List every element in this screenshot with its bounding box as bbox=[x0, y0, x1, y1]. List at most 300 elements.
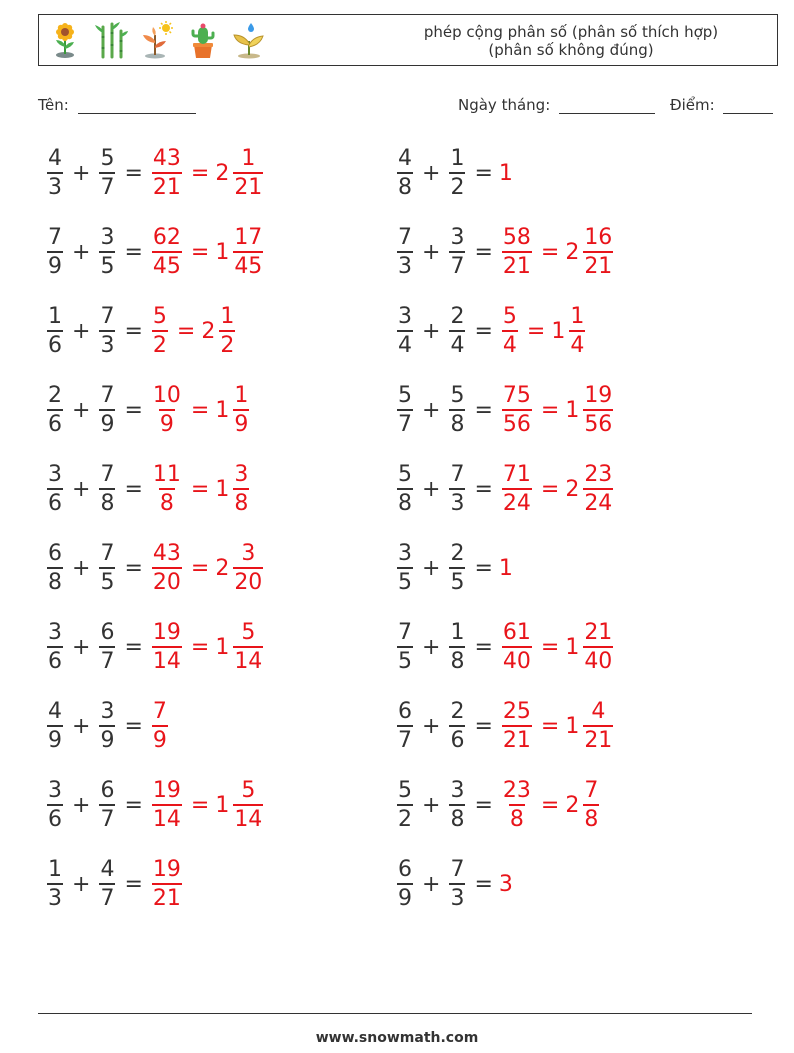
answer-equals-sign: = bbox=[540, 792, 560, 818]
problem-9 bbox=[44, 461, 252, 517]
numerator: 62 bbox=[152, 224, 181, 250]
numerator: 3 bbox=[398, 540, 412, 566]
denominator: 8 bbox=[397, 488, 413, 515]
plus-sign: + bbox=[72, 397, 91, 423]
numerator: 5 bbox=[398, 382, 412, 408]
answer-fraction bbox=[152, 461, 182, 516]
numerator: 19 bbox=[584, 382, 613, 408]
numerator: 21 bbox=[584, 619, 613, 645]
numerator: 5 bbox=[152, 303, 167, 329]
denominator: 8 bbox=[509, 804, 525, 831]
answer-equals-sign: = bbox=[540, 713, 560, 739]
answer-equals-sign: = bbox=[540, 476, 560, 502]
denominator: 21 bbox=[152, 883, 182, 910]
numerator: 43 bbox=[152, 540, 181, 566]
plus-sign: + bbox=[422, 871, 441, 897]
equals-sign: = bbox=[124, 555, 143, 581]
fraction bbox=[449, 619, 465, 674]
problem-15 bbox=[44, 698, 171, 754]
denominator: 7 bbox=[99, 804, 115, 831]
denominator: 7 bbox=[397, 409, 413, 436]
denominator: 21 bbox=[233, 172, 263, 199]
answer-fraction bbox=[233, 540, 263, 595]
numerator: 3 bbox=[48, 461, 62, 487]
denominator: 8 bbox=[449, 409, 465, 436]
denominator: 9 bbox=[152, 725, 168, 752]
fraction bbox=[397, 777, 413, 832]
denominator: 14 bbox=[233, 646, 263, 673]
problem-8 bbox=[394, 382, 616, 438]
fraction bbox=[99, 698, 115, 753]
denominator: 4 bbox=[449, 330, 465, 357]
answer-whole: 1 bbox=[498, 555, 513, 581]
equals-sign: = bbox=[474, 792, 493, 818]
problem-4 bbox=[394, 224, 616, 280]
fraction bbox=[47, 303, 63, 358]
answer-fraction bbox=[152, 540, 182, 595]
equals-sign: = bbox=[124, 397, 143, 423]
denominator: 21 bbox=[583, 251, 613, 278]
numerator: 3 bbox=[234, 461, 249, 487]
numerator: 6 bbox=[398, 856, 412, 882]
answer-fraction bbox=[219, 303, 235, 358]
numerator: 5 bbox=[241, 619, 256, 645]
numerator: 6 bbox=[100, 777, 115, 803]
plus-sign: + bbox=[72, 318, 91, 344]
numerator: 4 bbox=[591, 698, 606, 724]
date-label: Ngày tháng: bbox=[458, 96, 551, 114]
answer-fraction bbox=[152, 145, 182, 200]
denominator: 14 bbox=[233, 804, 263, 831]
numerator: 1 bbox=[241, 145, 256, 171]
fraction bbox=[47, 382, 63, 437]
worksheet-title bbox=[401, 23, 741, 59]
fraction bbox=[47, 461, 63, 516]
numerator: 3 bbox=[100, 224, 115, 250]
denominator: 9 bbox=[47, 251, 63, 278]
fraction bbox=[397, 224, 413, 279]
numerator: 5 bbox=[502, 303, 517, 329]
fraction bbox=[99, 619, 115, 674]
denominator: 3 bbox=[449, 488, 465, 515]
score-blank[interactable] bbox=[723, 99, 773, 114]
fraction bbox=[99, 777, 115, 832]
numerator: 7 bbox=[398, 619, 412, 645]
answer-fraction bbox=[233, 777, 263, 832]
equals-sign: = bbox=[124, 239, 143, 265]
denominator: 8 bbox=[47, 567, 63, 594]
name-blank[interactable] bbox=[78, 99, 196, 114]
denominator: 3 bbox=[47, 883, 63, 910]
answer-fraction bbox=[152, 698, 168, 753]
plus-sign: + bbox=[72, 713, 91, 739]
problem-17 bbox=[44, 777, 266, 833]
plus-sign: + bbox=[422, 397, 441, 423]
answer-fraction bbox=[569, 303, 585, 358]
footer-divider bbox=[38, 1013, 752, 1014]
denominator: 45 bbox=[233, 251, 263, 278]
answer-fraction bbox=[583, 619, 613, 674]
answer-fraction bbox=[233, 382, 249, 437]
denominator: 40 bbox=[502, 646, 532, 673]
numerator: 7 bbox=[152, 698, 167, 724]
fraction bbox=[449, 303, 465, 358]
fraction bbox=[47, 145, 63, 200]
numerator: 58 bbox=[502, 224, 531, 250]
header-box bbox=[38, 14, 778, 66]
denominator: 5 bbox=[397, 567, 413, 594]
equals-sign: = bbox=[124, 318, 143, 344]
plus-sign: + bbox=[422, 160, 441, 186]
equals-sign: = bbox=[124, 634, 143, 660]
date-field[interactable] bbox=[458, 96, 655, 114]
numerator: 19 bbox=[152, 856, 181, 882]
equals-sign: = bbox=[474, 160, 493, 186]
equals-sign: = bbox=[474, 871, 493, 897]
answer-equals-sign: = bbox=[540, 239, 560, 265]
header-icons bbox=[47, 21, 267, 59]
numerator: 25 bbox=[502, 698, 531, 724]
answer-fraction bbox=[152, 303, 168, 358]
problem-6 bbox=[394, 303, 588, 359]
denominator: 21 bbox=[502, 725, 532, 752]
numerator: 23 bbox=[502, 777, 531, 803]
answer-equals-sign: = bbox=[190, 239, 210, 265]
problem-11 bbox=[44, 540, 266, 596]
plus-sign: + bbox=[422, 555, 441, 581]
fraction bbox=[449, 382, 465, 437]
sunflower-icon bbox=[47, 21, 83, 59]
fraction bbox=[397, 145, 413, 200]
denominator: 9 bbox=[99, 725, 115, 752]
fraction bbox=[99, 224, 115, 279]
denominator: 21 bbox=[152, 172, 182, 199]
answer-whole: 3 bbox=[498, 871, 513, 897]
numerator: 17 bbox=[234, 224, 263, 250]
plus-sign: + bbox=[422, 634, 441, 660]
numerator: 7 bbox=[48, 224, 62, 250]
denominator: 6 bbox=[449, 725, 465, 752]
answer-fraction bbox=[502, 777, 532, 832]
numerator: 19 bbox=[152, 619, 181, 645]
answer-fraction bbox=[502, 303, 518, 358]
denominator: 21 bbox=[583, 725, 613, 752]
numerator: 1 bbox=[48, 856, 62, 882]
numerator: 7 bbox=[450, 856, 465, 882]
numerator: 1 bbox=[220, 303, 235, 329]
denominator: 21 bbox=[502, 251, 532, 278]
answer-equals-sign: = bbox=[540, 634, 560, 660]
denominator: 8 bbox=[449, 646, 465, 673]
fraction bbox=[397, 856, 413, 911]
numerator: 1 bbox=[570, 303, 585, 329]
problem-3 bbox=[44, 224, 266, 280]
fraction bbox=[397, 382, 413, 437]
denominator: 6 bbox=[47, 409, 63, 436]
denominator: 6 bbox=[47, 330, 63, 357]
name-label: Tên: bbox=[38, 96, 69, 114]
numerator: 4 bbox=[48, 145, 62, 171]
answer-fraction bbox=[233, 619, 263, 674]
equals-sign: = bbox=[124, 476, 143, 502]
numerator: 19 bbox=[152, 777, 181, 803]
answer-fraction bbox=[502, 382, 532, 437]
mixed-whole: 2 bbox=[565, 792, 580, 818]
denominator: 8 bbox=[159, 488, 175, 515]
denominator: 14 bbox=[152, 804, 182, 831]
plus-sign: + bbox=[72, 792, 91, 818]
answer-equals-sign: = bbox=[190, 397, 210, 423]
mixed-whole: 2 bbox=[565, 476, 580, 502]
problem-7 bbox=[44, 382, 252, 438]
denominator: 4 bbox=[569, 330, 585, 357]
denominator: 24 bbox=[502, 488, 532, 515]
equals-sign: = bbox=[474, 397, 493, 423]
equals-sign: = bbox=[474, 239, 493, 265]
plus-sign: + bbox=[422, 792, 441, 818]
title-line-1: phép cộng phân số (phân số thích hợp) bbox=[423, 23, 719, 41]
plus-sign: + bbox=[422, 239, 441, 265]
numerator: 2 bbox=[450, 698, 465, 724]
numerator: 1 bbox=[450, 619, 465, 645]
answer-equals-sign: = bbox=[190, 634, 210, 660]
problem-12 bbox=[394, 540, 513, 596]
denominator: 2 bbox=[397, 804, 413, 831]
answer-fraction bbox=[502, 698, 532, 753]
numerator: 3 bbox=[450, 224, 465, 250]
numerator: 5 bbox=[241, 777, 256, 803]
numerator: 7 bbox=[398, 224, 412, 250]
score-label: Điểm: bbox=[670, 96, 715, 114]
answer-fraction bbox=[502, 224, 532, 279]
numerator: 5 bbox=[398, 461, 412, 487]
numerator: 7 bbox=[100, 382, 115, 408]
denominator: 6 bbox=[47, 488, 63, 515]
numerator: 43 bbox=[152, 145, 181, 171]
answer-fraction bbox=[152, 382, 182, 437]
answer-equals-sign: = bbox=[190, 792, 210, 818]
numerator: 2 bbox=[450, 303, 465, 329]
mixed-whole: 2 bbox=[215, 160, 230, 186]
problem-1 bbox=[44, 145, 266, 201]
fraction bbox=[99, 856, 115, 911]
denominator: 6 bbox=[47, 646, 63, 673]
plus-sign: + bbox=[72, 239, 91, 265]
answer-fraction bbox=[583, 698, 613, 753]
mixed-whole: 1 bbox=[215, 397, 230, 423]
fraction bbox=[47, 224, 63, 279]
fraction bbox=[449, 540, 465, 595]
numerator: 7 bbox=[100, 461, 115, 487]
denominator: 7 bbox=[99, 172, 115, 199]
numerator: 5 bbox=[450, 382, 465, 408]
numerator: 3 bbox=[100, 698, 115, 724]
fraction bbox=[449, 698, 465, 753]
numerator: 3 bbox=[398, 303, 412, 329]
fraction bbox=[47, 619, 63, 674]
plus-sign: + bbox=[72, 634, 91, 660]
fraction bbox=[99, 461, 115, 516]
mixed-whole: 1 bbox=[215, 239, 230, 265]
answer-fraction bbox=[152, 224, 182, 279]
denominator: 5 bbox=[449, 567, 465, 594]
denominator: 7 bbox=[99, 883, 115, 910]
denominator: 20 bbox=[233, 567, 263, 594]
fraction bbox=[449, 461, 465, 516]
numerator: 7 bbox=[450, 461, 465, 487]
answer-whole: 1 bbox=[498, 160, 513, 186]
problem-16 bbox=[394, 698, 616, 754]
numerator: 1 bbox=[234, 382, 249, 408]
problem-20 bbox=[394, 856, 513, 912]
plus-sign: + bbox=[422, 713, 441, 739]
plus-sign: + bbox=[422, 318, 441, 344]
fraction bbox=[397, 461, 413, 516]
footer-url: www.snowmath.com bbox=[315, 1030, 479, 1046]
problem-5 bbox=[44, 303, 238, 359]
denominator: 9 bbox=[397, 883, 413, 910]
fraction bbox=[99, 382, 115, 437]
answer-fraction bbox=[233, 145, 263, 200]
numerator: 6 bbox=[48, 540, 62, 566]
fraction bbox=[449, 856, 465, 911]
problem-19 bbox=[44, 856, 185, 912]
numerator: 7 bbox=[100, 540, 115, 566]
fraction bbox=[449, 224, 465, 279]
numerator: 4 bbox=[398, 145, 412, 171]
mixed-whole: 1 bbox=[215, 792, 230, 818]
answer-equals-sign: = bbox=[190, 160, 210, 186]
numerator: 3 bbox=[48, 777, 62, 803]
denominator: 8 bbox=[583, 804, 599, 831]
mixed-whole: 1 bbox=[215, 634, 230, 660]
fraction bbox=[449, 777, 465, 832]
denominator: 8 bbox=[233, 488, 249, 515]
watering-plant-icon bbox=[231, 21, 267, 59]
fraction bbox=[397, 619, 413, 674]
mixed-whole: 1 bbox=[215, 476, 230, 502]
denominator: 9 bbox=[159, 409, 175, 436]
numerator: 4 bbox=[100, 856, 115, 882]
plus-sign: + bbox=[422, 476, 441, 502]
denominator: 5 bbox=[99, 567, 115, 594]
numerator: 5 bbox=[100, 145, 115, 171]
name-field[interactable] bbox=[38, 96, 196, 114]
mixed-whole: 1 bbox=[565, 397, 580, 423]
answer-fraction bbox=[583, 382, 613, 437]
numerator: 1 bbox=[450, 145, 465, 171]
denominator: 4 bbox=[397, 330, 413, 357]
denominator: 3 bbox=[449, 883, 465, 910]
equals-sign: = bbox=[124, 871, 143, 897]
answer-fraction bbox=[152, 619, 182, 674]
answer-equals-sign: = bbox=[190, 476, 210, 502]
mixed-whole: 2 bbox=[215, 555, 230, 581]
fraction bbox=[99, 540, 115, 595]
answer-equals-sign: = bbox=[526, 318, 546, 344]
mixed-whole: 1 bbox=[565, 713, 580, 739]
fraction bbox=[397, 540, 413, 595]
mixed-whole: 1 bbox=[551, 318, 566, 344]
title-line-2: (phân số không đúng) bbox=[488, 41, 654, 59]
fraction bbox=[99, 145, 115, 200]
mixed-whole: 2 bbox=[565, 239, 580, 265]
denominator: 8 bbox=[449, 804, 465, 831]
numerator: 1 bbox=[48, 303, 62, 329]
equals-sign: = bbox=[474, 555, 493, 581]
score-field[interactable] bbox=[670, 96, 773, 114]
denominator: 2 bbox=[449, 172, 465, 199]
denominator: 56 bbox=[502, 409, 532, 436]
numerator: 2 bbox=[450, 540, 465, 566]
numerator: 16 bbox=[584, 224, 613, 250]
answer-fraction bbox=[502, 461, 532, 516]
answer-fraction bbox=[502, 619, 532, 674]
numerator: 7 bbox=[584, 777, 599, 803]
denominator: 8 bbox=[397, 172, 413, 199]
denominator: 2 bbox=[152, 330, 168, 357]
fraction bbox=[449, 145, 465, 200]
denominator: 3 bbox=[47, 172, 63, 199]
answer-fraction bbox=[233, 461, 249, 516]
numerator: 10 bbox=[152, 382, 181, 408]
fraction bbox=[47, 777, 63, 832]
fraction bbox=[47, 698, 63, 753]
denominator: 3 bbox=[99, 330, 115, 357]
equals-sign: = bbox=[474, 634, 493, 660]
plus-sign: + bbox=[72, 871, 91, 897]
denominator: 5 bbox=[397, 646, 413, 673]
denominator: 7 bbox=[397, 725, 413, 752]
problem-10 bbox=[394, 461, 616, 517]
answer-equals-sign: = bbox=[190, 555, 210, 581]
numerator: 6 bbox=[398, 698, 412, 724]
equals-sign: = bbox=[124, 713, 143, 739]
denominator: 9 bbox=[233, 409, 249, 436]
equals-sign: = bbox=[124, 792, 143, 818]
denominator: 5 bbox=[99, 251, 115, 278]
problem-18 bbox=[394, 777, 602, 833]
fraction bbox=[47, 540, 63, 595]
plus-sign: + bbox=[72, 160, 91, 186]
numerator: 4 bbox=[48, 698, 62, 724]
numerator: 7 bbox=[100, 303, 115, 329]
denominator: 8 bbox=[99, 488, 115, 515]
equals-sign: = bbox=[124, 160, 143, 186]
mixed-whole: 2 bbox=[201, 318, 216, 344]
denominator: 3 bbox=[397, 251, 413, 278]
problem-13 bbox=[44, 619, 266, 675]
answer-fraction bbox=[583, 777, 599, 832]
mixed-whole: 1 bbox=[565, 634, 580, 660]
answer-fraction bbox=[583, 224, 613, 279]
date-blank[interactable] bbox=[559, 99, 655, 114]
denominator: 45 bbox=[152, 251, 182, 278]
denominator: 7 bbox=[99, 646, 115, 673]
numerator: 5 bbox=[398, 777, 412, 803]
denominator: 2 bbox=[219, 330, 235, 357]
answer-equals-sign: = bbox=[540, 397, 560, 423]
problem-14 bbox=[394, 619, 616, 675]
answer-fraction bbox=[152, 856, 182, 911]
denominator: 14 bbox=[152, 646, 182, 673]
fraction bbox=[47, 856, 63, 911]
equals-sign: = bbox=[474, 476, 493, 502]
fraction bbox=[397, 303, 413, 358]
numerator: 3 bbox=[48, 619, 62, 645]
plus-sign: + bbox=[72, 476, 91, 502]
denominator: 40 bbox=[583, 646, 613, 673]
